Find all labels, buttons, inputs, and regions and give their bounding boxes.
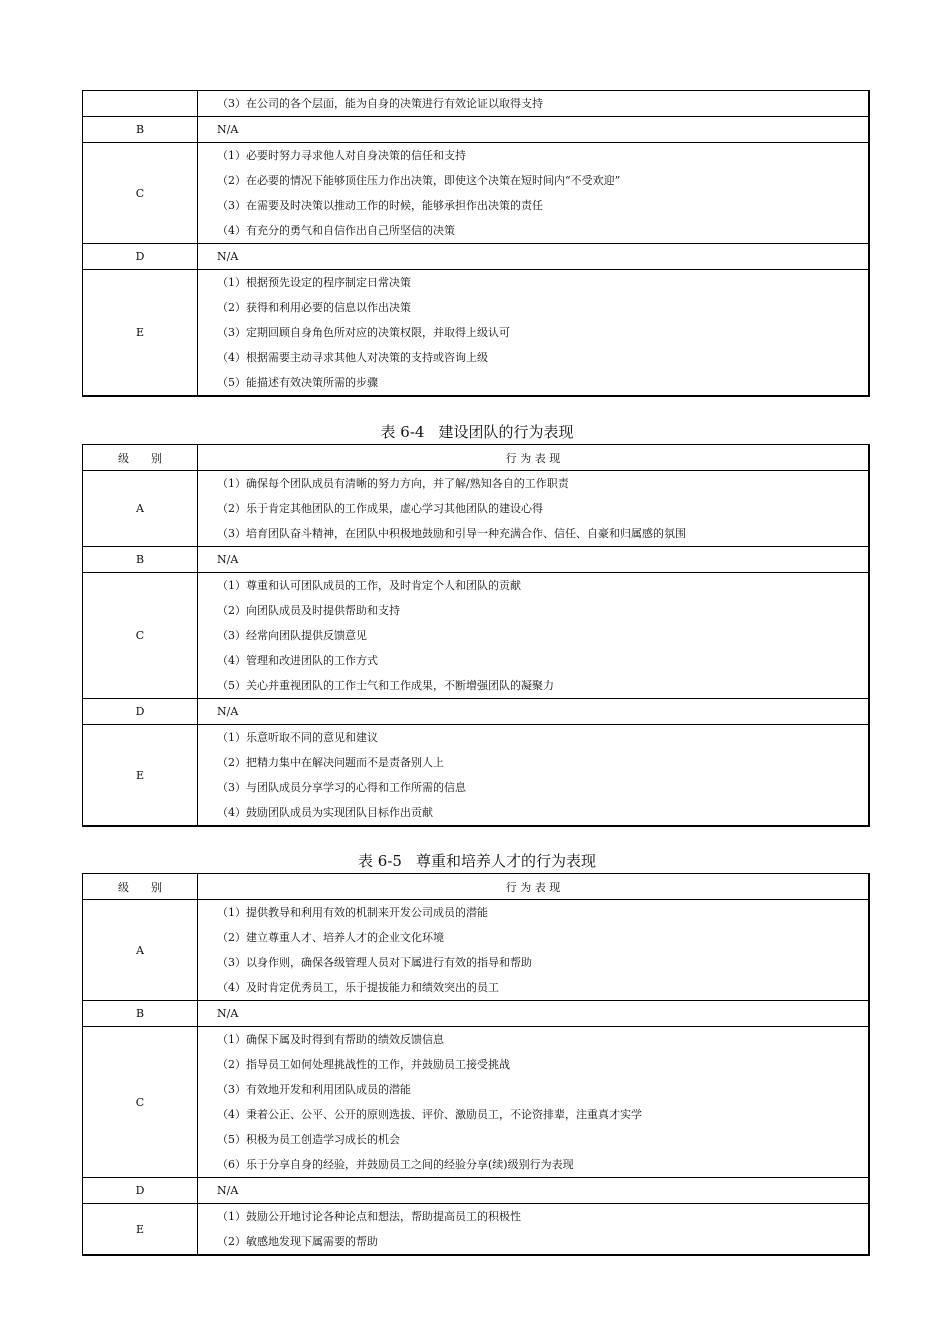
behavior-item: （1）鼓励公开地讨论各种论点和想法，帮助提高员工的积极性 <box>217 1210 521 1223</box>
table-decision-making-continued <box>82 90 870 397</box>
behavior-cell <box>198 117 870 143</box>
behavior-cell <box>198 471 870 547</box>
header-behavior: 行 为 表 现 <box>198 874 870 900</box>
level-cell: C <box>83 1027 198 1178</box>
table-row <box>83 725 870 827</box>
behavior-item: （1）提供教导和利用有效的机制来开发公司成员的潜能 <box>217 906 488 919</box>
behavior-item: （2）把精力集中在解决问题而不是责备别人上 <box>217 756 444 769</box>
level-cell: D <box>83 1178 198 1204</box>
behavior-item: （2）获得和利用必要的信息以作出决策 <box>217 301 411 314</box>
behavior-item: （4）管理和改进团队的工作方式 <box>217 654 378 667</box>
header-level: 级 别 <box>83 874 198 900</box>
table-talent-development <box>82 873 870 1256</box>
behavior-cell <box>198 699 870 725</box>
behavior-item: （4）根据需要主动寻求其他人对决策的支持或咨询上级 <box>217 351 488 364</box>
behavior-item: （5）关心并重视团队的工作士气和工作成果，不断增强团队的凝聚力 <box>217 679 554 692</box>
table-row <box>83 471 870 547</box>
behavior-item: （4）鼓励团队成员为实现团队目标作出贡献 <box>217 806 433 819</box>
level-cell: E <box>83 725 198 827</box>
behavior-item: （4）秉着公正、公平、公开的原则选拔、评价、激励员工，不论资排辈，注重真才实学 <box>217 1108 642 1121</box>
table-body <box>83 445 870 827</box>
table-body <box>83 874 870 1256</box>
behavior-cell <box>198 244 870 270</box>
behavior-item: N/A <box>217 553 239 566</box>
table-row <box>83 91 870 117</box>
behavior-item: （3）定期回顾自身角色所对应的决策权限，并取得上级认可 <box>217 326 510 339</box>
behavior-cell <box>198 1001 870 1027</box>
behavior-cell <box>198 1204 870 1256</box>
caption-title: 尊重和培养人才的行为表现 <box>415 852 596 870</box>
table-row <box>83 573 870 699</box>
table-row <box>83 244 870 270</box>
behavior-cell <box>198 270 870 397</box>
behavior-item: （5）积极为员工创造学习成长的机会 <box>217 1133 400 1146</box>
behavior-item: （5）能描述有效决策所需的步骤 <box>217 376 378 389</box>
caption-title: 建设团队的行为表现 <box>438 423 574 441</box>
table-header-row <box>83 445 870 471</box>
behavior-item: （1）确保下属及时得到有帮助的绩效反馈信息 <box>217 1033 444 1046</box>
table-row <box>83 1001 870 1027</box>
table-row <box>83 1027 870 1178</box>
behavior-item: （1）尊重和认可团队成员的工作，及时肯定个人和团队的贡献 <box>217 579 521 592</box>
behavior-item: （3）在公司的各个层面，能为自身的决策进行有效论证以取得支持 <box>217 97 543 110</box>
behavior-item: （3）在需要及时决策以推动工作的时候，能够承担作出决策的责任 <box>217 199 543 212</box>
behavior-item: （2）指导员工如何处理挑战性的工作，并鼓励员工接受挑战 <box>217 1058 510 1071</box>
table-row <box>83 900 870 1001</box>
level-cell: B <box>83 1001 198 1027</box>
behavior-cell <box>198 573 870 699</box>
behavior-item: （2）向团队成员及时提供帮助和支持 <box>217 604 400 617</box>
behavior-item: （1）根据预先设定的程序制定日常决策 <box>217 276 411 289</box>
table-row <box>83 117 870 143</box>
header-level: 级 别 <box>83 445 198 471</box>
table-row <box>83 143 870 244</box>
behavior-item: N/A <box>217 705 239 718</box>
behavior-item: （3）有效地开发和利用团队成员的潜能 <box>217 1083 411 1096</box>
level-cell: D <box>83 244 198 270</box>
table-row <box>83 1204 870 1256</box>
behavior-item: N/A <box>217 123 239 136</box>
behavior-cell <box>198 91 870 117</box>
level-cell: B <box>83 547 198 573</box>
behavior-item: （4）及时肯定优秀员工，乐于提拔能力和绩效突出的员工 <box>217 981 499 994</box>
behavior-cell <box>198 1027 870 1178</box>
table-caption-6-5 <box>82 851 872 871</box>
level-cell: C <box>83 143 198 244</box>
behavior-item: （3）培育团队奋斗精神，在团队中积极地鼓励和引导一种充满合作、信任、自豪和归属感的氛围 <box>217 527 686 540</box>
level-cell <box>83 91 198 117</box>
behavior-item: N/A <box>217 1184 239 1197</box>
table-row <box>83 699 870 725</box>
behavior-item: （2）乐于肯定其他团队的工作成果，虚心学习其他团队的建设心得 <box>217 502 543 515</box>
behavior-item: N/A <box>217 250 239 263</box>
table-body <box>83 91 870 397</box>
behavior-item: （2）在必要的情况下能够顶住压力作出决策，即使这个决策在短时间内“不受欢迎” <box>217 174 621 187</box>
table-team-building <box>82 444 870 827</box>
table-row <box>83 270 870 397</box>
level-cell: E <box>83 1204 198 1256</box>
level-cell: C <box>83 573 198 699</box>
caption-number: 表 6-5 <box>358 852 402 870</box>
behavior-item: （2）建立尊重人才、培养人才的企业文化环境 <box>217 931 444 944</box>
behavior-item: （3）与团队成员分享学习的心得和工作所需的信息 <box>217 781 466 794</box>
behavior-item: （1）必要时努力寻求他人对自身决策的信任和支持 <box>217 149 466 162</box>
table-row <box>83 1178 870 1204</box>
behavior-item: （1）确保每个团队成员有清晰的努力方向，并了解/熟知各自的工作职责 <box>217 477 569 490</box>
behavior-item: （4）有充分的勇气和自信作出自己所坚信的决策 <box>217 224 455 237</box>
level-cell: A <box>83 471 198 547</box>
behavior-item: （6）乐于分享自身的经验，并鼓励员工之间的经验分享(续)级别行为表现 <box>217 1158 574 1171</box>
level-cell: A <box>83 900 198 1001</box>
level-cell: D <box>83 699 198 725</box>
behavior-item: （3）以身作则，确保各级管理人员对下属进行有效的指导和帮助 <box>217 956 532 969</box>
behavior-cell <box>198 143 870 244</box>
behavior-item: （2）敏感地发现下属需要的帮助 <box>217 1235 378 1248</box>
behavior-cell <box>198 900 870 1001</box>
behavior-item: （1）乐意听取不同的意见和建议 <box>217 731 378 744</box>
behavior-item: （3）经常向团队提供反馈意见 <box>217 629 367 642</box>
table-row <box>83 547 870 573</box>
table-caption-6-4 <box>82 422 872 442</box>
behavior-cell <box>198 725 870 827</box>
table-header-row <box>83 874 870 900</box>
level-cell: B <box>83 117 198 143</box>
behavior-item: N/A <box>217 1007 239 1020</box>
behavior-cell <box>198 1178 870 1204</box>
level-cell: E <box>83 270 198 397</box>
behavior-cell <box>198 547 870 573</box>
caption-number: 表 6-4 <box>380 423 425 441</box>
header-behavior: 行 为 表 现 <box>198 445 870 471</box>
